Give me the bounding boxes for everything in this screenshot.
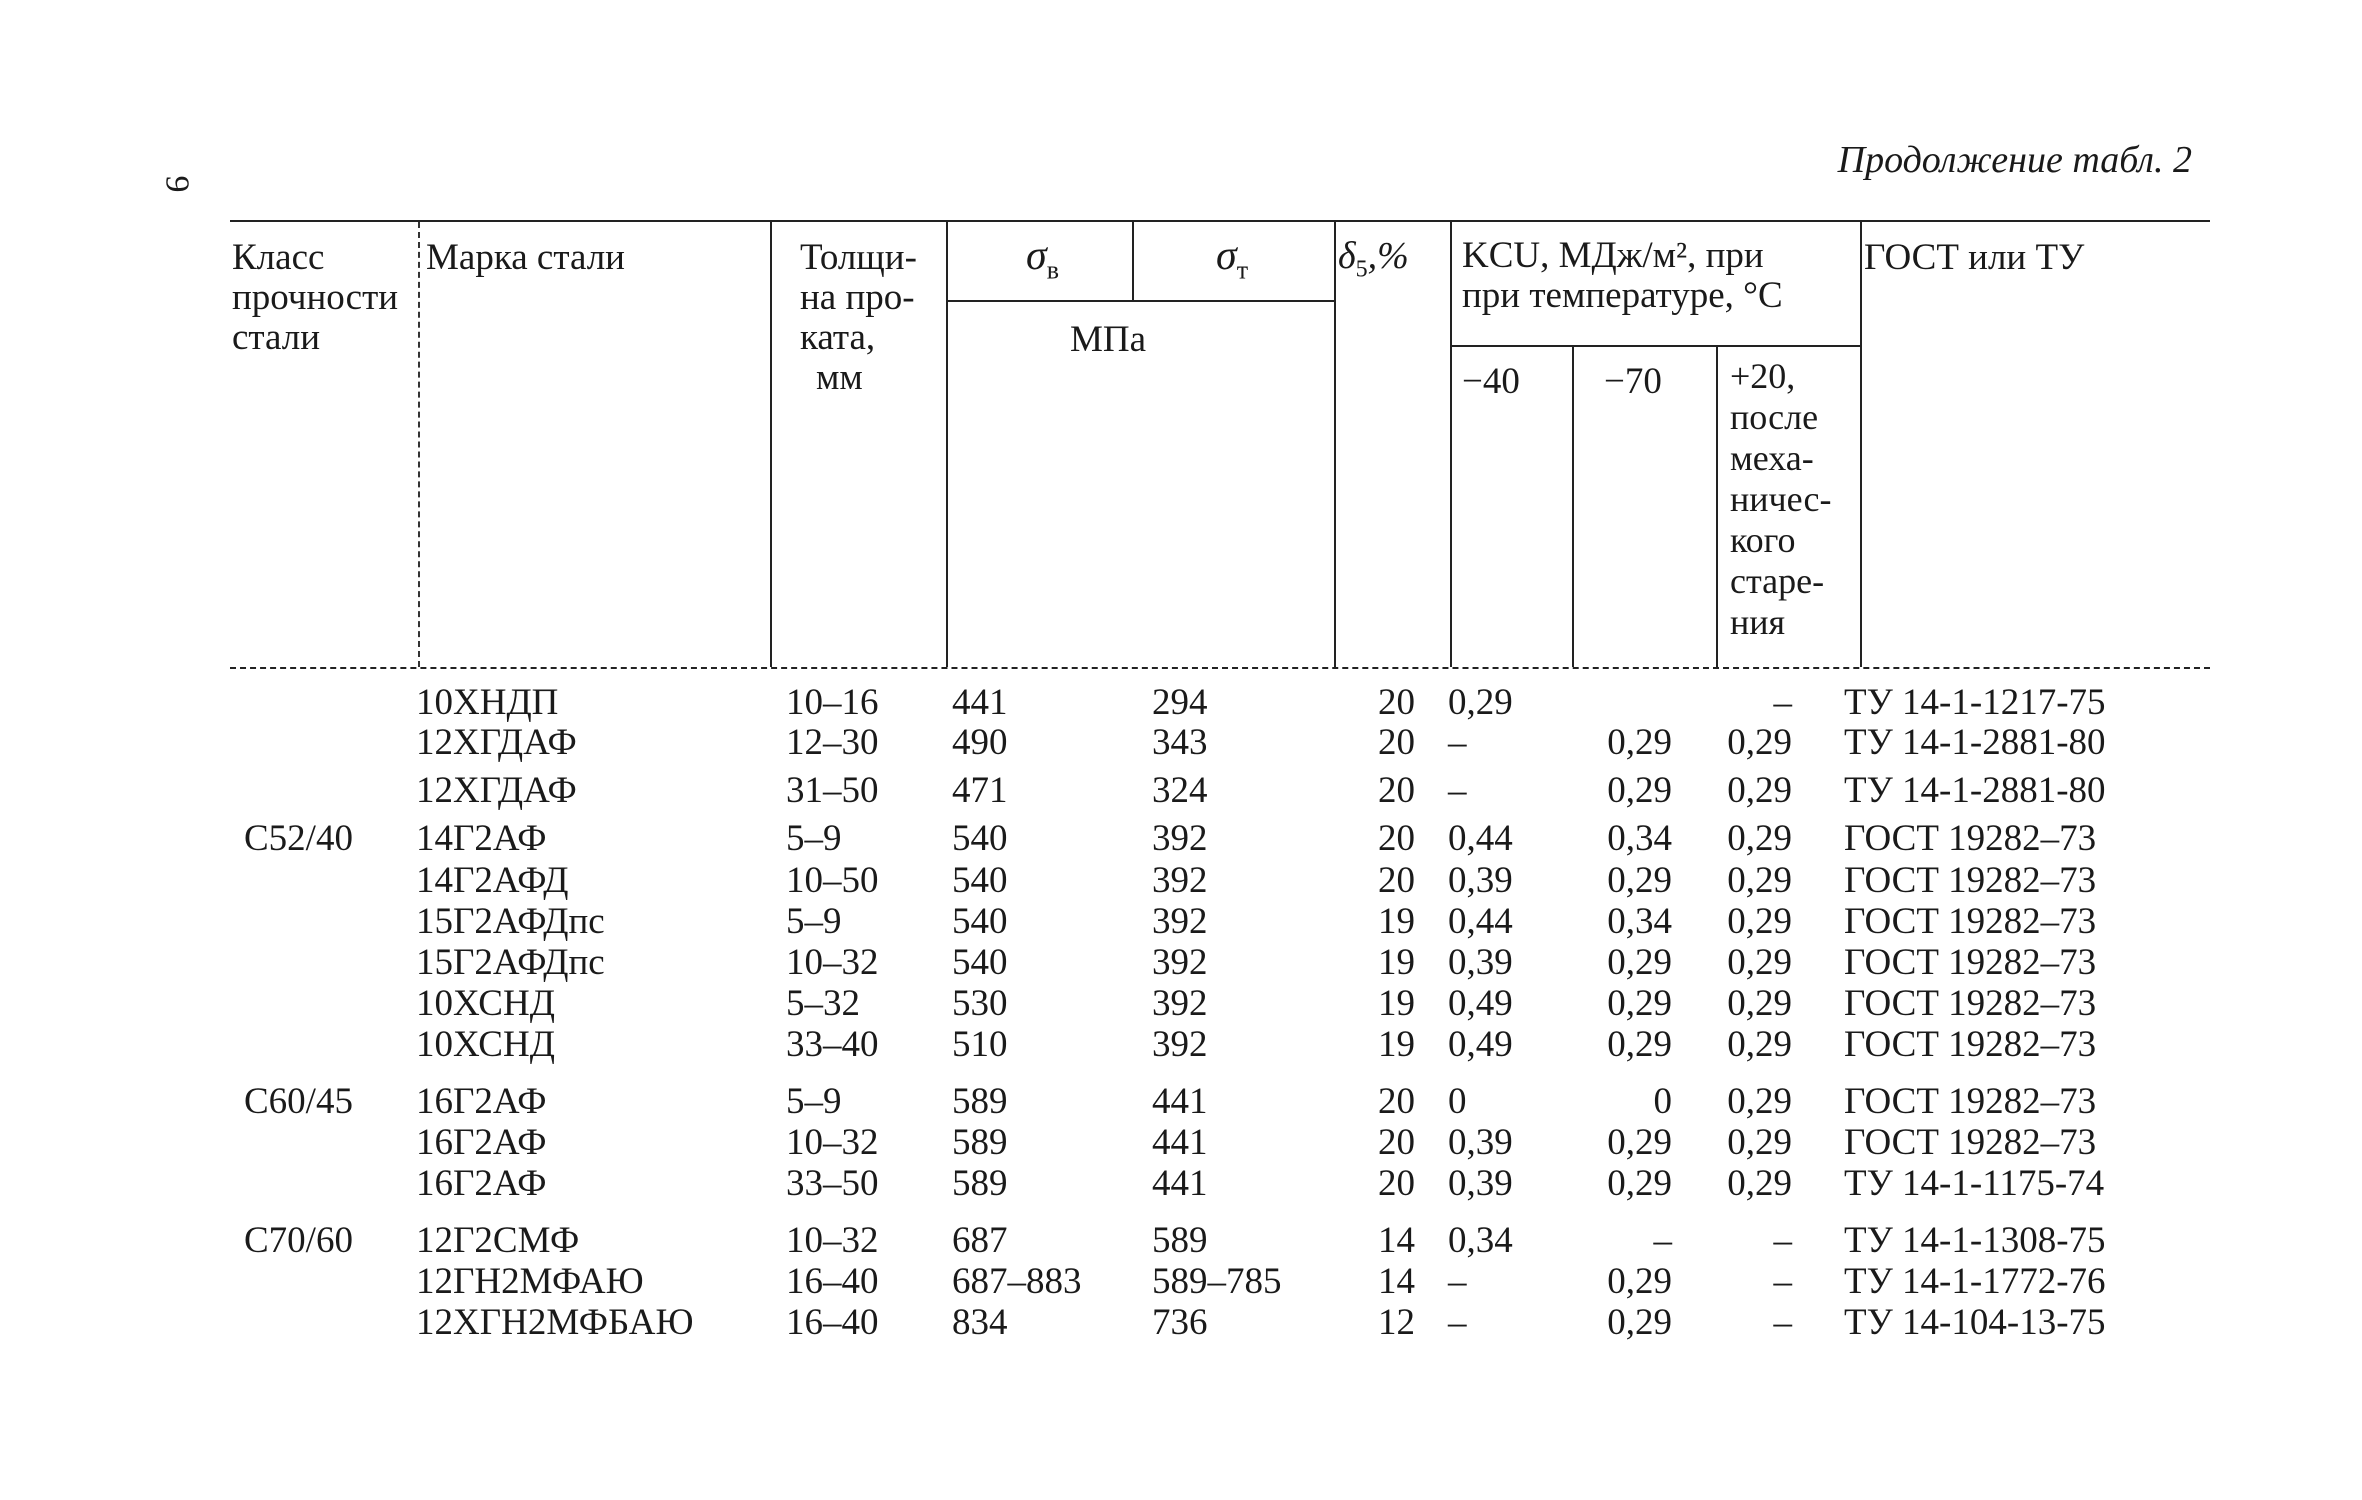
sigma-t-cell: 392 xyxy=(1152,818,1208,859)
table-row xyxy=(0,1261,2362,1303)
kcu-plus20-cell: 0,29 xyxy=(1727,942,1792,983)
kcu-minus70-cell: 0,34 xyxy=(1607,818,1672,859)
table-row xyxy=(0,860,2362,902)
kcu-plus20-cell: 0,29 xyxy=(1727,1122,1792,1163)
kcu-minus40-cell: 0,49 xyxy=(1448,1024,1513,1065)
delta5-cell: 20 xyxy=(1378,818,1415,859)
kcu-rule xyxy=(1452,345,1860,347)
standard-cell: ГОСТ 19282–73 xyxy=(1844,818,2097,859)
sigma-b-cell: 540 xyxy=(952,901,1008,942)
sigma-t-cell: 589–785 xyxy=(1152,1261,1282,1302)
sigma-b-cell: 471 xyxy=(952,770,1008,811)
thickness-cell: 10–50 xyxy=(786,860,879,901)
standard-cell: ТУ 14-1-1772-76 xyxy=(1844,1261,2106,1302)
header-top-rule xyxy=(230,220,2210,222)
col-divider-thickness xyxy=(770,222,772,667)
kcu-plus20-cell: – xyxy=(1773,682,1792,723)
kcu-plus20-cell: 0,29 xyxy=(1727,860,1792,901)
kcu-minus40-cell: – xyxy=(1448,1261,1467,1302)
kcu-plus20-cell: – xyxy=(1773,1261,1792,1302)
kcu-minus70-cell: 0,29 xyxy=(1607,942,1672,983)
sigma-t-cell: 392 xyxy=(1152,1024,1208,1065)
steel-grade-cell: 16Г2АФ xyxy=(416,1081,547,1122)
kcu-plus20-cell: 0,29 xyxy=(1727,770,1792,811)
standard-cell: ГОСТ 19282–73 xyxy=(1844,901,2097,942)
steel-grade-cell: 15Г2АФДпс xyxy=(416,942,605,983)
col-divider-kcu xyxy=(1450,222,1452,667)
standard-cell: ГОСТ 19282–73 xyxy=(1844,1122,2097,1163)
table-row xyxy=(0,770,2362,812)
table-row xyxy=(0,818,2362,860)
thickness-cell: 10–32 xyxy=(786,1220,879,1261)
delta5-cell: 19 xyxy=(1378,1024,1415,1065)
header-temp-minus70: −70 xyxy=(1604,361,1662,402)
sigma-t-cell: 441 xyxy=(1152,1122,1208,1163)
sigma-b-cell: 441 xyxy=(952,682,1008,723)
delta5-cell: 14 xyxy=(1378,1261,1415,1302)
sigma-t-cell: 324 xyxy=(1152,770,1208,811)
steel-grade-cell: 10ХНДП xyxy=(416,682,559,723)
delta5-cell: 20 xyxy=(1378,1163,1415,1204)
table-row xyxy=(0,983,2362,1025)
header-sigma-t: $\sigma_т$ xyxy=(1216,233,1249,285)
kcu-minus40-cell: – xyxy=(1448,1302,1467,1343)
header-thickness: Толщи- на про- ката, мм xyxy=(800,237,917,398)
steel-grade-cell: 14Г2АФ xyxy=(416,818,547,859)
thickness-cell: 16–40 xyxy=(786,1302,879,1343)
kcu-minus40-cell: 0,44 xyxy=(1448,901,1513,942)
kcu-minus40-cell: 0 xyxy=(1448,1081,1467,1122)
col-divider-k40 xyxy=(1572,345,1574,667)
delta5-cell: 20 xyxy=(1378,682,1415,723)
page-number: 9 xyxy=(158,175,196,193)
kcu-minus70-cell: 0,29 xyxy=(1607,1122,1672,1163)
kcu-minus40-cell: 0,29 xyxy=(1448,682,1513,723)
standard-cell: ГОСТ 19282–73 xyxy=(1844,1081,2097,1122)
sigma-b-cell: 834 xyxy=(952,1302,1008,1343)
kcu-plus20-cell: 0,29 xyxy=(1727,901,1792,942)
kcu-plus20-cell: 0,29 xyxy=(1727,1024,1792,1065)
thickness-cell: 31–50 xyxy=(786,770,879,811)
sigma-t-cell: 441 xyxy=(1152,1163,1208,1204)
delta5-cell: 20 xyxy=(1378,1122,1415,1163)
standard-cell: ТУ 14-104-13-75 xyxy=(1844,1302,2106,1343)
sigma-b-cell: 530 xyxy=(952,983,1008,1024)
delta5-cell: 20 xyxy=(1378,770,1415,811)
table-row xyxy=(0,901,2362,943)
standard-cell: ТУ 14-1-2881-80 xyxy=(1844,770,2106,811)
kcu-plus20-cell: 0,29 xyxy=(1727,722,1792,763)
col-divider-sigma-sub xyxy=(1132,222,1134,300)
header-delta: $\delta_5,\%$ xyxy=(1338,235,1409,283)
thickness-cell: 33–40 xyxy=(786,1024,879,1065)
table-row xyxy=(0,1220,2362,1262)
thickness-cell: 10–32 xyxy=(786,942,879,983)
kcu-minus70-cell: 0,29 xyxy=(1607,860,1672,901)
col-divider-gost xyxy=(1860,222,1862,667)
kcu-plus20-cell: 0,29 xyxy=(1727,983,1792,1024)
standard-cell: ГОСТ 19282–73 xyxy=(1844,983,2097,1024)
sigma-t-cell: 392 xyxy=(1152,942,1208,983)
mpa-rule xyxy=(946,300,1334,302)
standard-cell: ГОСТ 19282–73 xyxy=(1844,860,2097,901)
kcu-minus40-cell: 0,39 xyxy=(1448,1163,1513,1204)
kcu-minus70-cell: 0,29 xyxy=(1607,1163,1672,1204)
standard-cell: ТУ 14-1-2881-80 xyxy=(1844,722,2106,763)
col-divider-delta xyxy=(1334,222,1336,667)
header-gost: ГОСТ или ТУ xyxy=(1864,237,2085,278)
col-divider-sigma xyxy=(946,222,948,667)
kcu-plus20-cell: 0,29 xyxy=(1727,1081,1792,1122)
table-row xyxy=(0,722,2362,764)
sigma-t-cell: 736 xyxy=(1152,1302,1208,1343)
kcu-minus70-cell: 0,29 xyxy=(1607,1024,1672,1065)
thickness-cell: 16–40 xyxy=(786,1261,879,1302)
thickness-cell: 10–32 xyxy=(786,1122,879,1163)
sigma-b-cell: 687 xyxy=(952,1220,1008,1261)
steel-grade-cell: 12ГН2МФАЮ xyxy=(416,1261,644,1302)
sigma-t-cell: 392 xyxy=(1152,983,1208,1024)
sigma-t-cell: 343 xyxy=(1152,722,1208,763)
table-row xyxy=(0,682,2362,724)
col-divider-mark xyxy=(418,222,420,667)
class-cell: С60/45 xyxy=(244,1081,353,1122)
class-cell: С70/60 xyxy=(244,1220,353,1261)
kcu-minus40-cell: – xyxy=(1448,722,1467,763)
kcu-plus20-cell: – xyxy=(1773,1302,1792,1343)
kcu-minus70-cell: 0,29 xyxy=(1607,722,1672,763)
sigma-t-cell: 392 xyxy=(1152,860,1208,901)
steel-grade-cell: 10ХСНД xyxy=(416,1024,555,1065)
col-divider-k70 xyxy=(1716,345,1718,667)
delta5-cell: 19 xyxy=(1378,942,1415,983)
sigma-b-cell: 490 xyxy=(952,722,1008,763)
delta5-cell: 14 xyxy=(1378,1220,1415,1261)
sigma-b-cell: 687–883 xyxy=(952,1261,1082,1302)
table-row xyxy=(0,942,2362,984)
standard-cell: ГОСТ 19282–73 xyxy=(1844,1024,2097,1065)
thickness-cell: 5–32 xyxy=(786,983,860,1024)
header-temp-plus20: +20, после меха- ничес- кого старе- ния xyxy=(1730,356,1832,642)
kcu-minus40-cell: 0,34 xyxy=(1448,1220,1513,1261)
sigma-b-cell: 589 xyxy=(952,1122,1008,1163)
kcu-minus40-cell: 0,39 xyxy=(1448,1122,1513,1163)
header-mark: Марка стали xyxy=(426,237,625,278)
steel-grade-cell: 10ХСНД xyxy=(416,983,555,1024)
kcu-minus70-cell: 0,29 xyxy=(1607,983,1672,1024)
kcu-minus40-cell: – xyxy=(1448,770,1467,811)
sigma-b-cell: 540 xyxy=(952,942,1008,983)
sigma-b-cell: 510 xyxy=(952,1024,1008,1065)
thickness-cell: 33–50 xyxy=(786,1163,879,1204)
sigma-t-cell: 294 xyxy=(1152,682,1208,723)
thickness-cell: 10–16 xyxy=(786,682,879,723)
sigma-t-cell: 392 xyxy=(1152,901,1208,942)
kcu-minus70-cell: 0 xyxy=(1653,1081,1672,1122)
thickness-cell: 5–9 xyxy=(786,1081,842,1122)
table-row xyxy=(0,1122,2362,1164)
kcu-plus20-cell: 0,29 xyxy=(1727,1163,1792,1204)
standard-cell: ТУ 14-1-1308-75 xyxy=(1844,1220,2106,1261)
steel-grade-cell: 16Г2АФ xyxy=(416,1163,547,1204)
table-caption: Продолжение табл. 2 xyxy=(1837,139,2192,181)
standard-cell: ГОСТ 19282–73 xyxy=(1844,942,2097,983)
steel-grade-cell: 15Г2АФДпс xyxy=(416,901,605,942)
thickness-cell: 12–30 xyxy=(786,722,879,763)
delta5-cell: 20 xyxy=(1378,722,1415,763)
kcu-minus40-cell: 0,39 xyxy=(1448,942,1513,983)
thickness-cell: 5–9 xyxy=(786,901,842,942)
sigma-b-cell: 589 xyxy=(952,1081,1008,1122)
class-cell: С52/40 xyxy=(244,818,353,859)
thickness-cell: 5–9 xyxy=(786,818,842,859)
table-row xyxy=(0,1024,2362,1066)
header-temp-minus40: −40 xyxy=(1462,361,1520,402)
sigma-b-cell: 589 xyxy=(952,1163,1008,1204)
kcu-plus20-cell: – xyxy=(1773,1220,1792,1261)
sigma-t-cell: 589 xyxy=(1152,1220,1208,1261)
table-row xyxy=(0,1302,2362,1344)
kcu-minus70-cell: 0,34 xyxy=(1607,901,1672,942)
kcu-minus40-cell: 0,44 xyxy=(1448,818,1513,859)
kcu-minus70-cell: 0,29 xyxy=(1607,1261,1672,1302)
sigma-b-cell: 540 xyxy=(952,860,1008,901)
table-row xyxy=(0,1163,2362,1205)
kcu-minus70-cell: 0,29 xyxy=(1607,1302,1672,1343)
sigma-t-cell: 441 xyxy=(1152,1081,1208,1122)
kcu-minus70-cell: 0,29 xyxy=(1607,770,1672,811)
steel-grade-cell: 12Г2СМФ xyxy=(416,1220,580,1261)
delta5-cell: 12 xyxy=(1378,1302,1415,1343)
steel-grade-cell: 12ХГДАФ xyxy=(416,770,577,811)
header-kcu: KCU, МДж/м², при при температуре, °С xyxy=(1462,235,1783,316)
delta5-cell: 19 xyxy=(1378,983,1415,1024)
header-bottom-rule xyxy=(230,667,2210,669)
kcu-minus40-cell: 0,49 xyxy=(1448,983,1513,1024)
kcu-minus70-cell: – xyxy=(1653,1220,1672,1261)
sigma-b-cell: 540 xyxy=(952,818,1008,859)
header-class: Класс прочности стали xyxy=(232,237,399,358)
delta5-cell: 19 xyxy=(1378,901,1415,942)
steel-grade-cell: 16Г2АФ xyxy=(416,1122,547,1163)
header-sigma-b: $\sigma_в$ xyxy=(1026,233,1059,285)
header-mpa: МПа xyxy=(1070,319,1147,360)
steel-grade-cell: 12ХГН2МФБАЮ xyxy=(416,1302,694,1343)
delta5-cell: 20 xyxy=(1378,860,1415,901)
kcu-minus40-cell: 0,39 xyxy=(1448,860,1513,901)
standard-cell: ТУ 14-1-1175-74 xyxy=(1844,1163,2105,1204)
delta5-cell: 20 xyxy=(1378,1081,1415,1122)
steel-grade-cell: 12ХГДАФ xyxy=(416,722,577,763)
kcu-plus20-cell: 0,29 xyxy=(1727,818,1792,859)
steel-grade-cell: 14Г2АФД xyxy=(416,860,569,901)
table-row xyxy=(0,1081,2362,1123)
standard-cell: ТУ 14-1-1217-75 xyxy=(1844,682,2106,723)
